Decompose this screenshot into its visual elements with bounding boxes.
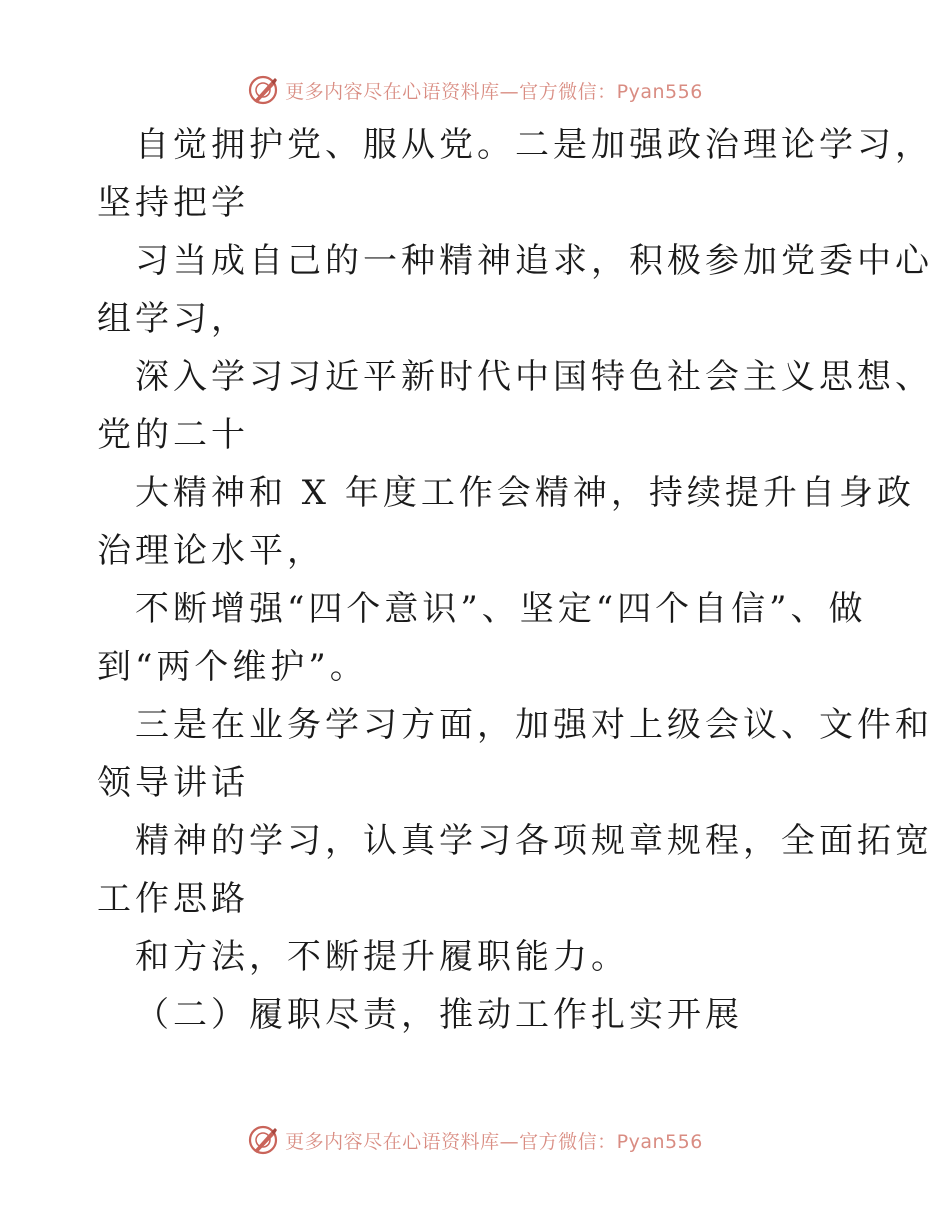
text-line: 工作思路 bbox=[97, 879, 249, 919]
text-line: 组学习， bbox=[97, 299, 249, 339]
pen-seal-icon bbox=[247, 74, 279, 106]
footer-watermark bbox=[0, 1120, 950, 1160]
text-line: 自觉拥护党、服从党。二是加强政治理论学习， bbox=[135, 125, 933, 165]
document-body bbox=[97, 116, 933, 1044]
header-watermark bbox=[0, 70, 950, 110]
text-line: 到“两个维护”。 bbox=[97, 647, 368, 687]
text-line: 坚持把学 bbox=[97, 183, 249, 223]
section-heading: （二）履职尽责，推动工作扎实开展 bbox=[135, 995, 743, 1035]
text-line: 和方法，不断提升履职能力。 bbox=[135, 937, 629, 977]
text-line: 大精神和 X 年度工作会精神，持续提升自身政 bbox=[135, 473, 915, 513]
text-line: 治理论水平， bbox=[97, 531, 325, 571]
text-line: 三是在业务学习方面，加强对上级会议、文件和 bbox=[135, 705, 933, 745]
text-line: 习当成自己的一种精神追求，积极参加党委中心 bbox=[135, 241, 933, 281]
text-line: 精神的学习，认真学习各项规章规程，全面拓宽 bbox=[135, 821, 933, 861]
text-line: 不断增强“四个意识”、坚定“四个自信”、做 bbox=[135, 589, 867, 629]
header-watermark-text: 更多内容尽在心语资料库—官方微信：Pyan556 bbox=[285, 80, 703, 103]
text-line: 领导讲话 bbox=[97, 763, 249, 803]
text-line: 党的二十 bbox=[97, 415, 249, 455]
footer-watermark-text: 更多内容尽在心语资料库—官方微信：Pyan556 bbox=[285, 1130, 703, 1153]
text-line: 深入学习习近平新时代中国特色社会主义思想、 bbox=[135, 357, 933, 397]
pen-seal-icon bbox=[247, 1124, 279, 1156]
